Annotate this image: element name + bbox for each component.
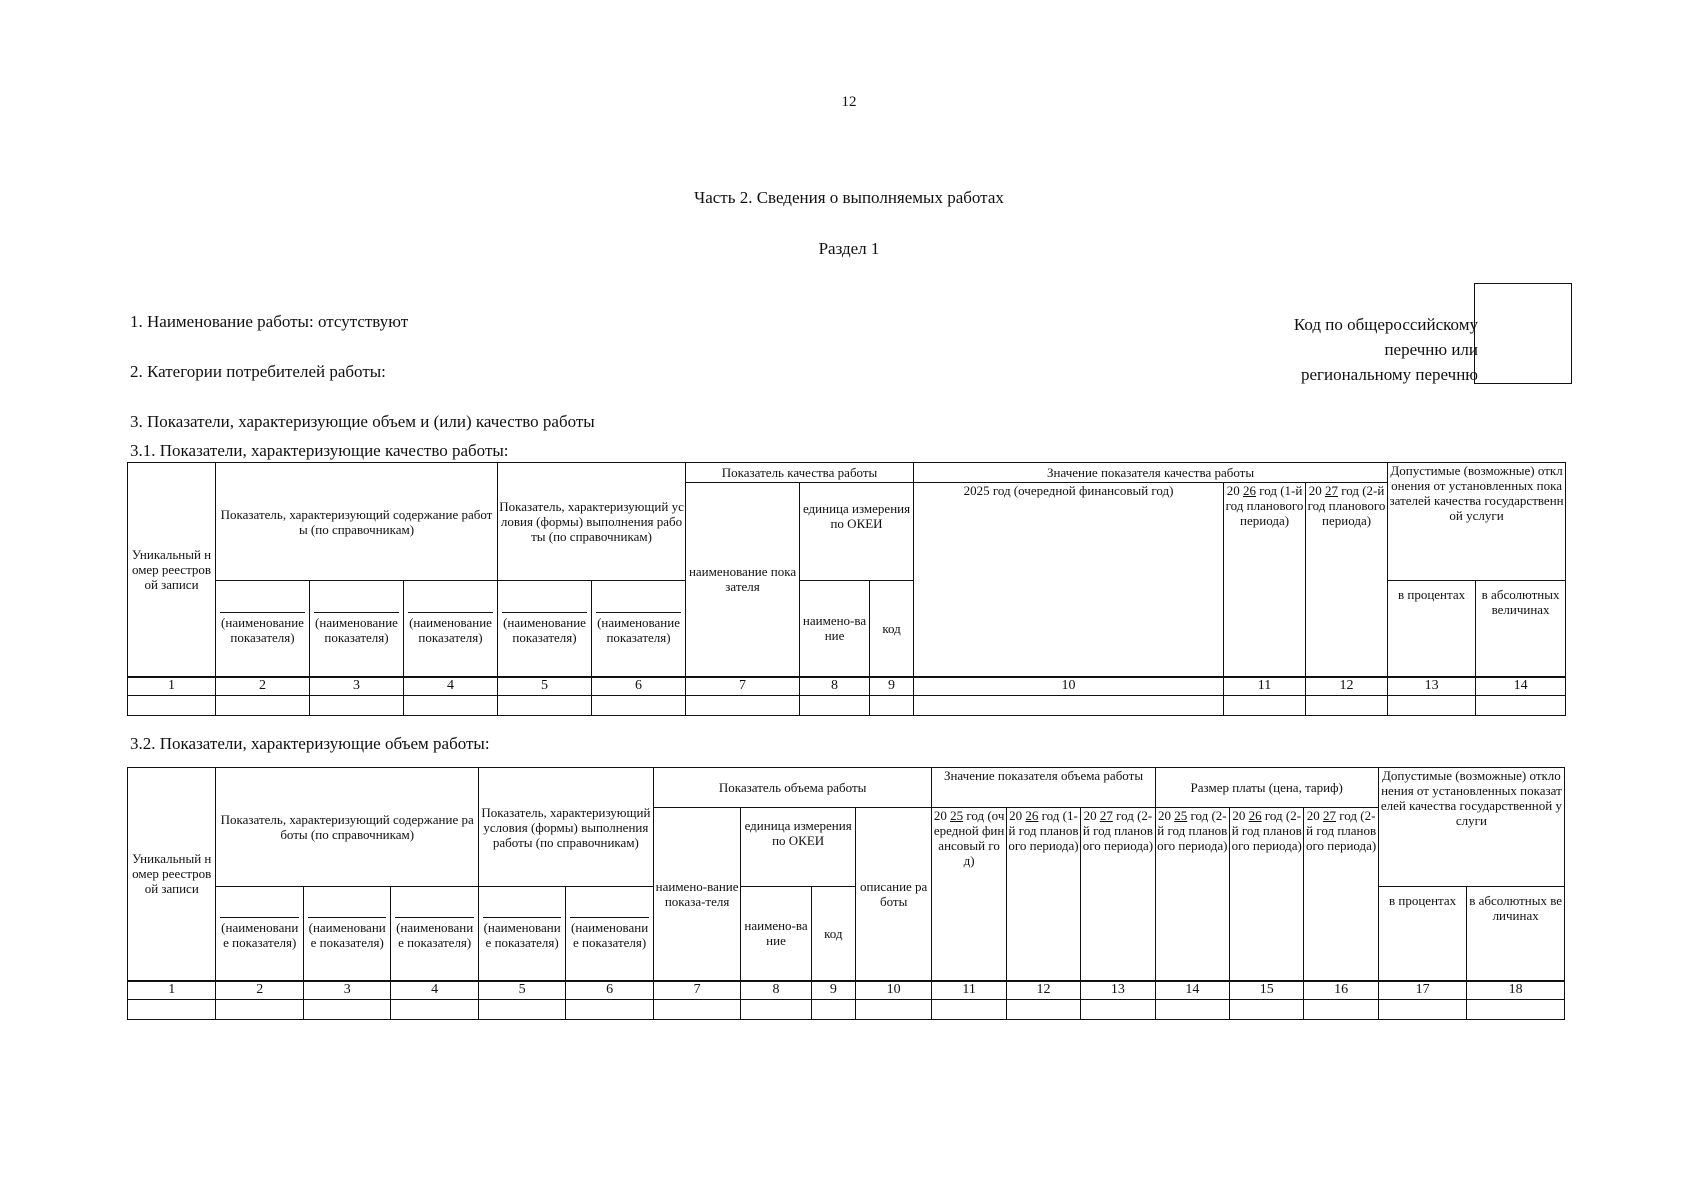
header-quality-value: Значение показателя качества работы <box>914 463 1388 483</box>
section-title: Раздел 1 <box>818 239 880 258</box>
quality-heading: 3.1. Показатели, характеризующие качество работы: <box>130 441 509 460</box>
column-number: 12 <box>1306 677 1388 696</box>
sub-indicator-name: (наименование показателя) <box>216 581 310 677</box>
column-number: 3 <box>310 677 404 696</box>
column-number: 15 <box>1230 981 1304 1000</box>
data-cell[interactable] <box>1304 1000 1378 1020</box>
column-number: 5 <box>498 677 592 696</box>
header-unit-name: наимено-вание <box>741 887 811 981</box>
code-label-line: региональному перечню <box>1300 365 1478 384</box>
data-cell[interactable] <box>592 696 686 716</box>
column-number: 14 <box>1155 981 1229 1000</box>
header-deviation: Допустимые (возможные) отклонения от установленных показателей качества государственной услуги <box>1388 463 1566 581</box>
column-number: 6 <box>566 981 653 1000</box>
header-deviation: Допустимые (возможные) отклонения от установленных показателей качества государственной услуги <box>1378 768 1564 887</box>
year-caption: год (1-й год планового периода) <box>1225 483 1304 528</box>
year-prefix: 20 <box>1226 483 1240 498</box>
sub-indicator-name: (наименование показателя) <box>404 581 498 677</box>
sub-indicator-name: (наименование показателя) <box>566 887 653 981</box>
data-cell[interactable] <box>1378 1000 1466 1020</box>
sub-indicator-name: (наименование показателя) <box>303 887 390 981</box>
data-cell[interactable] <box>914 696 1224 716</box>
volume-heading: 3.2. Показатели, характеризующие объем работы: <box>130 734 490 753</box>
data-cell[interactable] <box>686 696 800 716</box>
data-cell[interactable] <box>1306 696 1388 716</box>
sub-indicator-name: (наименование показателя) <box>498 581 592 677</box>
header-indicator-name: наимено-вание показа-теля <box>653 808 740 981</box>
year-suffix: 26 <box>1242 483 1256 498</box>
header-okei-unit: единица измерения по ОКЕИ <box>741 808 856 887</box>
column-number: 11 <box>932 981 1006 1000</box>
column-number: 13 <box>1388 677 1476 696</box>
header-registry-number: Уникальный номер реестровой записи <box>128 768 216 981</box>
registry-code-box[interactable] <box>1474 283 1572 384</box>
sub-indicator-name: (наименование показателя) <box>310 581 404 677</box>
data-cell[interactable] <box>303 1000 390 1020</box>
data-cell[interactable] <box>653 1000 740 1020</box>
part-title: Часть 2. Сведения о выполняемых работах <box>694 188 1004 207</box>
sub-indicator-name: (наименование показателя) <box>216 887 303 981</box>
data-cell[interactable] <box>128 1000 216 1020</box>
consumer-categories-line: 2. Категории потребителей работы: <box>130 362 386 381</box>
column-number: 9 <box>811 981 855 1000</box>
header-unit-code: код <box>870 581 914 677</box>
header-value-2026: 20 26 год (1-й год планового периода) <box>1006 808 1080 981</box>
header-content-indicator: Показатель, характеризующий содержание работы (по справочникам) <box>216 768 478 887</box>
column-number: 14 <box>1476 677 1566 696</box>
data-cell[interactable] <box>855 1000 931 1020</box>
data-cell[interactable] <box>566 1000 653 1020</box>
header-unit-code: код <box>811 887 855 981</box>
column-number: 9 <box>870 677 914 696</box>
data-cell[interactable] <box>1006 1000 1080 1020</box>
header-value-2025: 20 25 год (очередной финансовый год) <box>932 808 1006 981</box>
header-conditions-indicator: Показатель, характеризующий условия (формы) выполнения работы (по справочникам) <box>478 768 653 887</box>
header-unit-name: наимено-вание <box>800 581 870 677</box>
column-number: 10 <box>855 981 931 1000</box>
data-cell[interactable] <box>478 1000 565 1020</box>
code-label-line: Код по общероссийскому <box>1293 315 1478 334</box>
column-number: 2 <box>216 981 303 1000</box>
data-cell[interactable] <box>498 696 592 716</box>
code-label-line: перечню или <box>1384 340 1478 359</box>
header-absolute: в абсолютных величинах <box>1467 887 1565 981</box>
header-fee-2027: 20 27 год (2-й год планового периода) <box>1304 808 1378 981</box>
column-number: 11 <box>1224 677 1306 696</box>
header-indicator-name: наименование показателя <box>686 483 800 677</box>
page-number: 12 <box>841 94 857 110</box>
data-cell[interactable] <box>932 1000 1006 1020</box>
column-number: 17 <box>1378 981 1466 1000</box>
column-number: 5 <box>478 981 565 1000</box>
header-percent: в процентах <box>1378 887 1466 981</box>
quality-indicators-table <box>127 462 1566 716</box>
data-cell[interactable] <box>741 1000 811 1020</box>
data-cell[interactable] <box>310 696 404 716</box>
column-number: 1 <box>128 677 216 696</box>
sub-indicator-name: (наименование показателя) <box>391 887 478 981</box>
header-value-2027: 20 27 год (2-й год планового периода) <box>1081 808 1155 981</box>
header-volume-indicator: Показатель объема работы <box>653 768 932 808</box>
data-cell[interactable] <box>1155 1000 1229 1020</box>
column-number: 8 <box>741 981 811 1000</box>
column-number: 2 <box>216 677 310 696</box>
header-year-2027 <box>1306 483 1388 677</box>
column-number: 16 <box>1304 981 1378 1000</box>
data-cell[interactable] <box>811 1000 855 1020</box>
header-percent: в процентах <box>1388 581 1476 677</box>
column-number: 12 <box>1006 981 1080 1000</box>
data-cell[interactable] <box>1230 1000 1304 1020</box>
header-registry-number: Уникальный номер реестровой записи <box>128 463 216 677</box>
column-number: 7 <box>686 677 800 696</box>
data-cell[interactable] <box>216 1000 303 1020</box>
volume-indicators-table <box>127 767 1565 1020</box>
header-year-2026 <box>1224 483 1306 677</box>
column-number: 10 <box>914 677 1224 696</box>
year-suffix: 27 <box>1324 483 1338 498</box>
data-cell[interactable] <box>404 696 498 716</box>
data-cell[interactable] <box>216 696 310 716</box>
data-cell[interactable] <box>1476 696 1566 716</box>
header-fee-2025: 20 25 год (2-й год планового периода) <box>1155 808 1229 981</box>
column-number: 7 <box>653 981 740 1000</box>
column-number: 3 <box>303 981 390 1000</box>
data-cell[interactable] <box>128 696 216 716</box>
data-cell[interactable] <box>1081 1000 1155 1020</box>
header-volume-value: Значение показателя объема работы <box>932 768 1155 808</box>
data-cell[interactable] <box>1224 696 1306 716</box>
header-conditions-indicator: Показатель, характеризующий условия (формы) выполнения работы (по справочникам) <box>498 463 686 581</box>
registry-code-label <box>1294 312 1478 387</box>
header-absolute: в абсолютных величинах <box>1476 581 1566 677</box>
data-cell[interactable] <box>800 696 870 716</box>
data-cell[interactable] <box>1467 1000 1565 1020</box>
header-content-indicator: Показатель, характеризующий содержание работы (по справочникам) <box>216 463 498 581</box>
data-cell[interactable] <box>391 1000 478 1020</box>
column-number: 6 <box>592 677 686 696</box>
work-name-line: 1. Наименование работы: отсутствуют <box>130 312 409 331</box>
header-okei-unit: единица измерения по ОКЕИ <box>800 483 914 581</box>
header-quality-indicator: Показатель качества работы <box>686 463 914 483</box>
column-number: 18 <box>1467 981 1565 1000</box>
year-prefix: 20 <box>1308 483 1322 498</box>
indicators-heading: 3. Показатели, характеризующие объем и (или) качество работы <box>130 412 595 431</box>
column-number: 8 <box>800 677 870 696</box>
column-number: 4 <box>404 677 498 696</box>
header-work-description: описание работы <box>855 808 931 981</box>
column-number: 13 <box>1081 981 1155 1000</box>
header-fee: Размер платы (цена, тариф) <box>1155 768 1378 808</box>
header-year-2025: 2025 год (очередной финансовый год) <box>914 483 1224 677</box>
header-fee-2026: 20 26 год (2-й год планового периода) <box>1230 808 1304 981</box>
year-caption: год (2-й год планового периода) <box>1307 483 1386 528</box>
column-number: 4 <box>391 981 478 1000</box>
data-cell[interactable] <box>870 696 914 716</box>
data-cell[interactable] <box>1388 696 1476 716</box>
column-number: 1 <box>128 981 216 1000</box>
sub-indicator-name: (наименование показателя) <box>592 581 686 677</box>
sub-indicator-name: (наименование показателя) <box>478 887 565 981</box>
